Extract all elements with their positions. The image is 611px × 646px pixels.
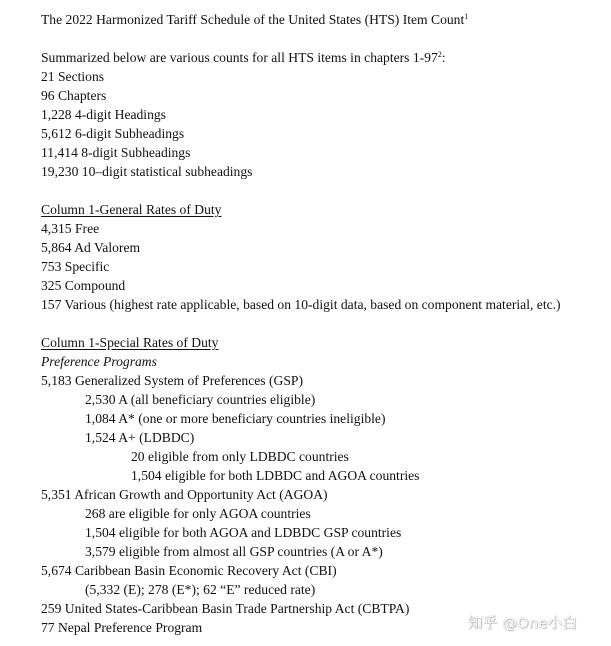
list-item: 5,612 6-digit Subheadings [41, 126, 185, 141]
list-item: 5,674 Caribbean Basin Economic Recovery Act (CBI) [41, 563, 337, 578]
spacer [41, 29, 611, 48]
list-item: 268 are eligible for only AGOA countries [85, 506, 311, 521]
footnote-marker: 1 [464, 12, 469, 21]
watermark: 知乎 @One小白 [468, 616, 578, 632]
list-item: 3,579 eligible from almost all GSP countries (A or A*) [85, 544, 383, 559]
section-heading: Column 1-General Rates of Duty [41, 202, 222, 217]
list-item: (5,332 (E); 278 (E*); 62 “E” reduced rate) [85, 582, 316, 597]
list-item: 157 Various (highest rate applicable, based on 10-digit data, based on component material, etc.) [41, 297, 561, 312]
section-subheading: Preference Programs [41, 354, 157, 369]
list-item: 325 Compound [41, 278, 126, 293]
intro-text: Summarized below are various counts for all HTS items in chapters $1-97^2$: [41, 50, 446, 65]
list-item: 2,530 A (all beneficiary countries eligible) [85, 392, 316, 407]
list-item: 19,230 10–digit statistical subheadings [41, 164, 253, 179]
list-item: 1,504 eligible for both LDBDC and AGOA countries [131, 468, 420, 483]
list-item: 259 United States-Caribbean Basin Trade Partnership Act (CBTPA) [41, 601, 410, 616]
list-item: 1,084 A* (one or more beneficiary countries ineligible) [85, 411, 386, 426]
document-body [41, 10, 611, 637]
spacer [41, 181, 611, 200]
list-item: 5,183 Generalized System of Preferences (GSP) [41, 373, 303, 388]
list-item: 753 Specific [41, 259, 110, 274]
summary-counts-list [41, 67, 611, 181]
spacer [41, 314, 611, 333]
list-item: 5,351 African Growth and Opportunity Act (AGOA) [41, 487, 328, 502]
general-rates-section [41, 200, 611, 314]
list-item: 1,228 4-digit Headings [41, 107, 166, 122]
list-item: 5,864 Ad Valorem [41, 240, 141, 255]
special-rates-section [41, 333, 611, 637]
list-item: 11,414 8-digit Subheadings [41, 145, 191, 160]
list-item: 1,504 eligible for both AGOA and LDBDC GSP countries [85, 525, 402, 540]
list-item: 4,315 Free [41, 221, 100, 236]
list-item: 77 Nepal Preference Program [41, 620, 203, 635]
list-item: 21 Sections [41, 69, 105, 84]
list-item: 96 Chapters [41, 88, 107, 103]
list-item: 20 eligible from only LDBDC countries [131, 449, 349, 464]
section-heading: Column 1-Special Rates of Duty [41, 335, 219, 350]
document-title: The 2022 Harmonized Tariff Schedule of the United States (HTS) Item Count$^1$ [41, 12, 469, 27]
footnote-marker: 2 [437, 50, 442, 59]
list-item: 1,524 A+ (LDBDC) [85, 430, 195, 445]
